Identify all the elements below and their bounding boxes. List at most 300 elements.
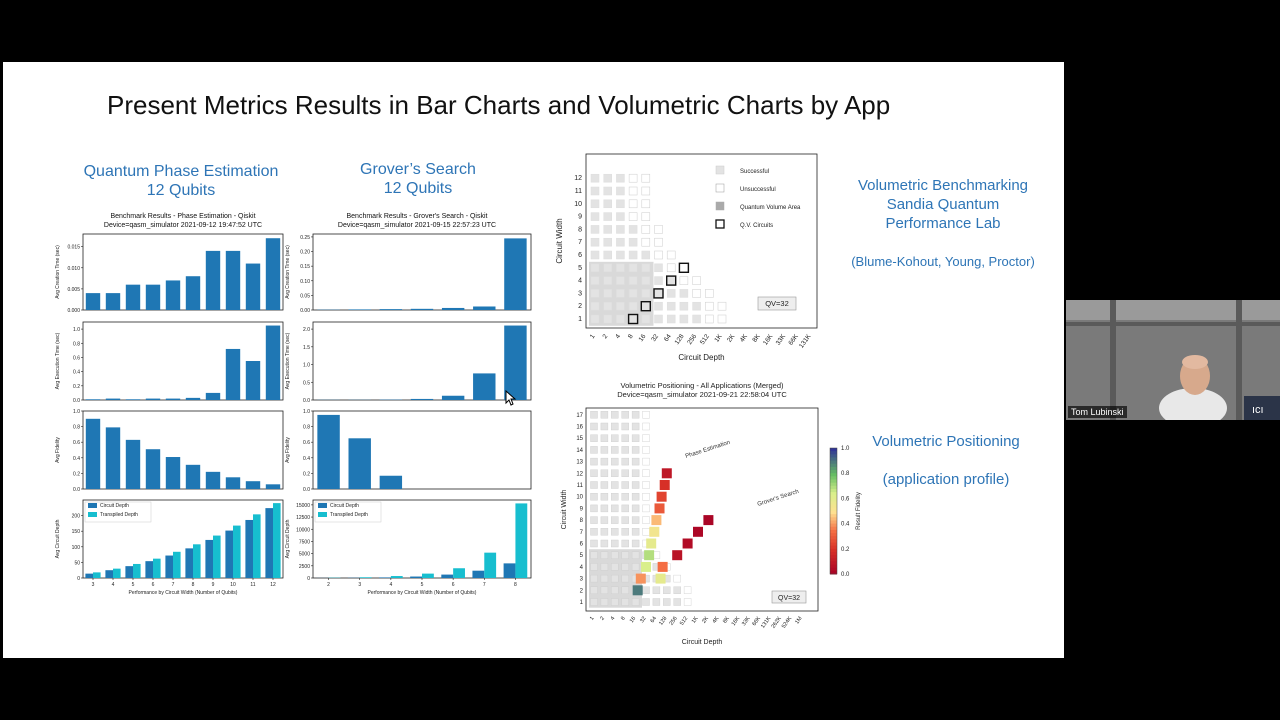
y-tick-label: 0.000: [67, 308, 80, 314]
vb-cell-unsuccessful: [680, 264, 688, 272]
vb-cell-successful: [604, 238, 612, 246]
vb-cell-successful: [591, 238, 599, 246]
bar: [380, 309, 402, 310]
y-tick-label: 0.8: [303, 424, 310, 431]
vb-cell-successful: [616, 251, 624, 259]
vp-y-tick-label: 9: [579, 506, 583, 513]
colorbar-segment: [830, 502, 837, 506]
y-axis-label: Avg Execution Time (sec): [285, 332, 291, 390]
bar-circuit-depth: [504, 563, 516, 578]
vb-cell-successful: [680, 315, 688, 323]
vb-cell-successful: [629, 264, 637, 272]
vp-marker-grovers-search: [672, 550, 682, 560]
y-tick-label: 150: [71, 529, 80, 536]
y-tick-label: 0.2: [73, 383, 80, 390]
vp-cell: [601, 411, 608, 418]
vb-note-line1: Volumetric Benchmarking: [857, 177, 1029, 194]
y-tick-label: 0.15: [300, 264, 310, 271]
vb-legend-label: Successful: [740, 169, 770, 175]
vb-cell-successful: [616, 302, 624, 310]
vp-cell: [611, 575, 618, 582]
vp-x-tick-label: 524K: [780, 615, 794, 630]
vb-cell-successful: [655, 277, 663, 285]
legend-label: Circuit Depth: [100, 503, 129, 509]
vb-x-tick-label: 16: [637, 333, 648, 344]
vp-cell: [632, 505, 639, 512]
vb-cell-unsuccessful: [655, 251, 663, 259]
vp-cell: [632, 563, 639, 570]
vp-y-tick-label: 8: [579, 518, 583, 525]
vp-cell: [611, 458, 618, 465]
vp-cell: [591, 528, 598, 535]
vp-cell: [643, 446, 650, 453]
y-tick-label: 0.6: [73, 355, 80, 362]
x-tick-label: 12: [270, 582, 276, 588]
colorbar-segment: [830, 520, 837, 524]
vb-cell-successful: [642, 251, 650, 259]
bar-transpiled-depth: [153, 559, 161, 578]
x-tick-label: 8: [514, 582, 517, 588]
vp-y-tick-label: 10: [576, 494, 583, 501]
vb-legend-swatch: [716, 166, 724, 174]
x-tick-label: 2: [327, 582, 330, 588]
bar-transpiled-depth: [173, 552, 181, 578]
vp-x-axis-label: Circuit Depth: [681, 639, 723, 646]
grover-heading-line2: 12 Qubits: [383, 180, 453, 197]
vp-cell: [632, 493, 639, 500]
vb-cell-successful: [680, 302, 688, 310]
colorbar-segment: [830, 514, 837, 518]
vb-cell-unsuccessful: [629, 174, 637, 182]
vp-cell: [674, 575, 681, 582]
bar-circuit-depth: [185, 548, 193, 578]
vp-cell: [601, 446, 608, 453]
vb-x-tick-label: 32: [650, 333, 661, 344]
x-tick-label: 6: [451, 582, 455, 588]
bar: [442, 396, 464, 400]
x-tick-label: 7: [482, 582, 486, 588]
vp-x-tick-label: 8K: [722, 615, 731, 625]
bar-transpiled-depth: [93, 572, 101, 578]
vp-x-tick-label: 16: [628, 615, 638, 625]
vp-cell: [611, 517, 618, 524]
colorbar-segment: [830, 492, 837, 496]
y-tick-label: 0.10: [300, 278, 310, 285]
vp-x-tick-label: 128: [658, 615, 669, 627]
vp-cell: [622, 470, 629, 477]
vb-cell-successful: [655, 264, 663, 272]
vp-cell: [601, 458, 608, 465]
vb-cell-successful: [591, 200, 599, 208]
vb-y-tick-label: 7: [578, 239, 582, 247]
colorbar-label: Result Fidelity: [856, 492, 862, 530]
vp-cell: [622, 563, 629, 570]
vp-cell: [622, 552, 629, 559]
x-tick-label: 3: [358, 582, 362, 588]
y-axis-label: Avg Execution Time (sec): [55, 332, 61, 390]
vb-legend-label: Quantum Volume Area: [740, 205, 801, 211]
vp-cell: [622, 435, 629, 442]
bar: [146, 449, 160, 489]
vp-marker-phase-estimation: [641, 562, 651, 572]
vp-marker-phase-estimation: [646, 539, 656, 549]
vb-cell-successful: [616, 238, 624, 246]
vb-note-line2: Sandia Quantum: [886, 196, 1000, 213]
vb-x-tick-label: 8: [626, 333, 635, 341]
x-tick-label: 4: [111, 582, 115, 588]
x-axis-label: Performance by Circuit Width (Number of Qubits): [128, 590, 238, 596]
vp-annotation-phase-estimation: Phase Estimation: [684, 439, 732, 460]
qpe-heading-line2: 12 Qubits: [146, 182, 216, 199]
vb-cell-successful: [667, 315, 675, 323]
vp-x-tick-label: 256: [668, 615, 679, 627]
participant-video-tile[interactable]: [1066, 300, 1280, 420]
vb-cell-successful: [604, 277, 612, 285]
vp-cell: [601, 540, 608, 547]
colorbar-tick-label: 1.0: [841, 446, 850, 452]
vp-cell: [653, 599, 660, 606]
bar: [442, 308, 464, 310]
vb-cell-unsuccessful: [705, 289, 713, 297]
vp-marker-grovers-search: [693, 527, 703, 537]
vp-cell: [611, 435, 618, 442]
bar-transpiled-depth: [133, 564, 141, 578]
vb-x-tick-label: 1K: [713, 333, 724, 344]
vb-y-tick-label: 9: [578, 213, 582, 221]
vp-cell: [632, 517, 639, 524]
grover-plot-title-line1: Benchmark Results - Grover's Search - Qiskit: [346, 213, 488, 220]
vb-cell-successful: [616, 225, 624, 233]
vb-cell-unsuccessful: [705, 302, 713, 310]
y-tick-label: 0.0: [303, 398, 310, 404]
vp-cell: [611, 423, 618, 430]
colorbar-segment: [830, 536, 837, 540]
vp-cell: [643, 411, 650, 418]
vp-cell: [643, 505, 650, 512]
vp-cell: [611, 505, 618, 512]
vp-x-tick-label: 64: [649, 615, 659, 625]
vb-cell-successful: [629, 289, 637, 297]
vp-cell: [591, 505, 598, 512]
y-axis-label: Avg Circuit Depth: [55, 519, 61, 559]
vp-cell: [601, 423, 608, 430]
vp-cell: [591, 552, 598, 559]
bar: [166, 457, 180, 489]
vp-cell: [622, 423, 629, 430]
bar-circuit-depth: [472, 571, 484, 578]
x-axis-label: Performance by Circuit Width (Number of Qubits): [367, 590, 477, 596]
y-tick-label: 0.05: [300, 293, 310, 300]
vp-marker-grovers-search: [683, 539, 693, 549]
vp-cell: [591, 423, 598, 430]
vb-x-axis-label: Circuit Depth: [678, 353, 725, 362]
vb-cell-successful: [655, 289, 663, 297]
vp-x-tick-label: 33K: [741, 615, 752, 628]
colorbar-segment: [830, 448, 837, 452]
vp-cell: [601, 587, 608, 594]
vp-cell: [643, 435, 650, 442]
y-axis-label: Avg Fidelity: [55, 437, 61, 463]
bar-circuit-depth: [410, 577, 422, 578]
vb-cell-successful: [604, 174, 612, 182]
vp-cell: [591, 470, 598, 477]
bar: [411, 309, 433, 310]
vp-cell: [591, 563, 598, 570]
colorbar-segment: [830, 524, 837, 528]
vb-cell-successful: [591, 251, 599, 259]
y-tick-label: 0.25: [300, 234, 310, 241]
vp-x-tick-label: 2K: [701, 615, 711, 625]
y-tick-label: 0.6: [73, 440, 80, 447]
vb-cell-successful: [604, 315, 612, 323]
vb-qv-label: QV=32: [765, 299, 789, 308]
vb-cell-unsuccessful: [693, 277, 701, 285]
y-tick-label: 0.0: [73, 487, 80, 493]
vp-cell: [601, 482, 608, 489]
vp-cell: [601, 552, 608, 559]
vp-cell: [622, 493, 629, 500]
vb-cell-unsuccessful: [642, 174, 650, 182]
vp-cell: [622, 587, 629, 594]
vp-cell: [632, 482, 639, 489]
vb-cell-successful: [642, 289, 650, 297]
bar-transpiled-depth: [193, 544, 201, 578]
bar: [166, 280, 180, 310]
colorbar-segment: [830, 451, 837, 455]
bar: [246, 481, 260, 489]
vp-cell: [591, 482, 598, 489]
bar: [246, 361, 260, 400]
vb-cell-successful: [616, 289, 624, 297]
vb-cell-successful: [629, 277, 637, 285]
bar-transpiled-depth: [360, 577, 372, 578]
bar: [349, 309, 371, 310]
bar-circuit-depth: [265, 508, 273, 578]
y-tick-label: 0.4: [303, 455, 310, 462]
vp-cell: [591, 446, 598, 453]
vp-marker-grovers-search: [658, 562, 668, 572]
colorbar-tick-label: 0.0: [841, 572, 850, 578]
vp-cell: [611, 587, 618, 594]
colorbar-segment: [830, 546, 837, 550]
qpe-plot-title-line1: Benchmark Results - Phase Estimation - Qiskit: [110, 213, 256, 220]
vb-cell-successful: [591, 225, 599, 233]
vp-cell: [601, 575, 608, 582]
vp-marker-grovers-search: [703, 515, 713, 525]
vb-cell-successful: [591, 213, 599, 221]
vp-cell: [643, 599, 650, 606]
y-tick-label: 0.005: [67, 286, 80, 293]
vp-cell: [632, 599, 639, 606]
bar-transpiled-depth: [233, 526, 241, 578]
charts-canvas: [3, 62, 1064, 658]
vp-cell: [632, 423, 639, 430]
vb-cell-unsuccessful: [680, 277, 688, 285]
vb-legend-swatch: [716, 202, 724, 210]
vb-y-tick-label: 11: [574, 188, 582, 195]
vb-cell-successful: [591, 264, 599, 272]
vb-y-tick-label: 6: [578, 252, 582, 259]
vp-cell: [611, 493, 618, 500]
vb-cell-successful: [693, 315, 701, 323]
vp-cell: [611, 563, 618, 570]
vp-x-tick-label: 512: [679, 615, 690, 627]
bar-circuit-depth: [105, 570, 113, 578]
vb-y-tick-label: 3: [578, 290, 582, 298]
y-tick-label: 0: [77, 576, 80, 582]
vp-cell: [611, 540, 618, 547]
vp-cell: [601, 563, 608, 570]
x-tick-label: 11: [250, 582, 256, 588]
vp-cell: [601, 470, 608, 477]
bar: [504, 238, 526, 310]
vb-cell-successful: [604, 302, 612, 310]
y-tick-label: 7500: [298, 539, 310, 546]
vp-y-tick-label: 16: [576, 424, 583, 431]
vb-legend-swatch: [716, 184, 724, 192]
bar: [349, 438, 371, 489]
vb-x-tick-label: 256: [686, 333, 699, 347]
vp-y-tick-label: 6: [579, 541, 583, 548]
x-tick-label: 3: [91, 582, 95, 588]
y-tick-label: 0.6: [303, 440, 310, 447]
y-tick-label: 0.2: [303, 471, 310, 478]
vp-y-tick-label: 7: [579, 529, 583, 536]
vp-cell: [591, 587, 598, 594]
vb-note-line3: Performance Lab: [885, 215, 1001, 232]
colorbar-segment: [830, 498, 837, 502]
vb-cell-unsuccessful: [693, 289, 701, 297]
vb-cell-unsuccessful: [642, 225, 650, 233]
bar: [146, 285, 160, 310]
vb-note: [843, 176, 1043, 233]
participant-name: Tom Lubinski: [1068, 406, 1127, 418]
vb-cell-successful: [604, 264, 612, 272]
vp-cell: [591, 435, 598, 442]
bar: [266, 238, 280, 310]
bar: [226, 251, 240, 310]
vp-cell: [622, 446, 629, 453]
vp-x-tick-label: 1M: [794, 615, 804, 626]
y-tick-label: 1.0: [73, 327, 80, 334]
vp-x-tick-label: 262K: [770, 615, 783, 630]
vp-cell: [591, 411, 598, 418]
vb-cell-unsuccessful: [667, 251, 675, 259]
vp-cell: [611, 599, 618, 606]
vb-cell-successful: [616, 315, 624, 323]
vp-cell: [611, 411, 618, 418]
plot-frame: [313, 234, 531, 310]
bar: [86, 399, 100, 400]
vb-cell-successful: [604, 187, 612, 195]
bar: [411, 399, 433, 400]
vb-cell-successful: [591, 302, 599, 310]
qpe-heading-line1: Quantum Phase Estimation: [83, 163, 279, 180]
vp-cell: [591, 458, 598, 465]
y-tick-label: 0.015: [67, 244, 80, 251]
bar: [146, 399, 160, 400]
vp-cell: [632, 552, 639, 559]
bar-transpiled-depth: [484, 553, 496, 578]
vb-x-tick-label: 4: [614, 333, 623, 341]
bar: [206, 251, 220, 310]
y-axis-label: Avg Circuit Depth: [285, 519, 291, 559]
y-axis-label: Avg Creation Time (sec): [55, 245, 61, 299]
colorbar-segment: [830, 470, 837, 474]
vp-qv-label: QV=32: [778, 595, 800, 602]
vb-cell-successful: [629, 251, 637, 259]
colorbar-segment: [830, 461, 837, 465]
bar: [473, 373, 495, 400]
x-tick-label: 6: [151, 582, 155, 588]
vb-x-tick-label: 131K: [798, 333, 813, 350]
vp-marker-grovers-search: [656, 574, 666, 584]
colorbar-segment: [830, 533, 837, 537]
vb-cell-unsuccessful: [718, 302, 726, 310]
vb-cell-successful: [616, 213, 624, 221]
qpe-plot-title-line2: Device=qasm_simulator 2021-09-12 19:47:52 UTC: [103, 222, 263, 229]
video-frame: [1066, 300, 1280, 420]
vb-cell-successful: [629, 238, 637, 246]
y-tick-label: 0.5: [303, 380, 310, 387]
colorbar-segment: [830, 489, 837, 493]
bar-transpiled-depth: [273, 503, 281, 578]
vp-cell: [622, 517, 629, 524]
vp-cell: [601, 435, 608, 442]
vp-x-tick-label: 4K: [711, 615, 721, 625]
bar: [106, 399, 120, 400]
vp-marker-phase-estimation: [636, 574, 646, 584]
vp-annotation-grovers-search: Grover's Search: [756, 488, 800, 508]
vb-cell-successful: [604, 200, 612, 208]
vb-cell-unsuccessful: [655, 225, 663, 233]
vp-cell: [591, 517, 598, 524]
mouse-pointer-icon: [505, 390, 517, 406]
vb-cell-successful: [616, 277, 624, 285]
vb-cell-unsuccessful: [655, 238, 663, 246]
vp-y-axis-label: Circuit Width: [561, 489, 568, 530]
vp-cell: [622, 575, 629, 582]
colorbar-segment: [830, 495, 837, 499]
vp-cell: [684, 587, 691, 594]
vp-cell: [632, 470, 639, 477]
vb-x-tick-label: 8K: [751, 333, 762, 344]
vp-cell: [643, 493, 650, 500]
bar: [86, 293, 100, 310]
y-tick-label: 0.0: [73, 398, 80, 404]
vp-marker-phase-estimation: [662, 468, 672, 478]
vb-cell-successful: [591, 174, 599, 182]
vp-y-tick-label: 3: [579, 576, 583, 583]
bar-circuit-depth: [245, 520, 253, 578]
bar: [473, 306, 495, 310]
colorbar-segment: [830, 457, 837, 461]
vb-cell-unsuccessful: [642, 200, 650, 208]
vp-y-tick-label: 14: [576, 447, 583, 454]
colorbar-segment: [830, 539, 837, 543]
vp-cell: [643, 423, 650, 430]
x-tick-label: 8: [191, 582, 195, 588]
vp-cell: [622, 411, 629, 418]
vp-y-tick-label: 13: [576, 459, 583, 466]
y-tick-label: 0.00: [300, 308, 310, 314]
video-logo: ıcı: [1252, 404, 1264, 416]
y-tick-label: 0.4: [73, 369, 80, 376]
colorbar-segment: [830, 464, 837, 468]
vb-x-tick-label: 33K: [774, 333, 788, 347]
vb-y-tick-label: 2: [578, 303, 582, 311]
vp-cell: [611, 552, 618, 559]
